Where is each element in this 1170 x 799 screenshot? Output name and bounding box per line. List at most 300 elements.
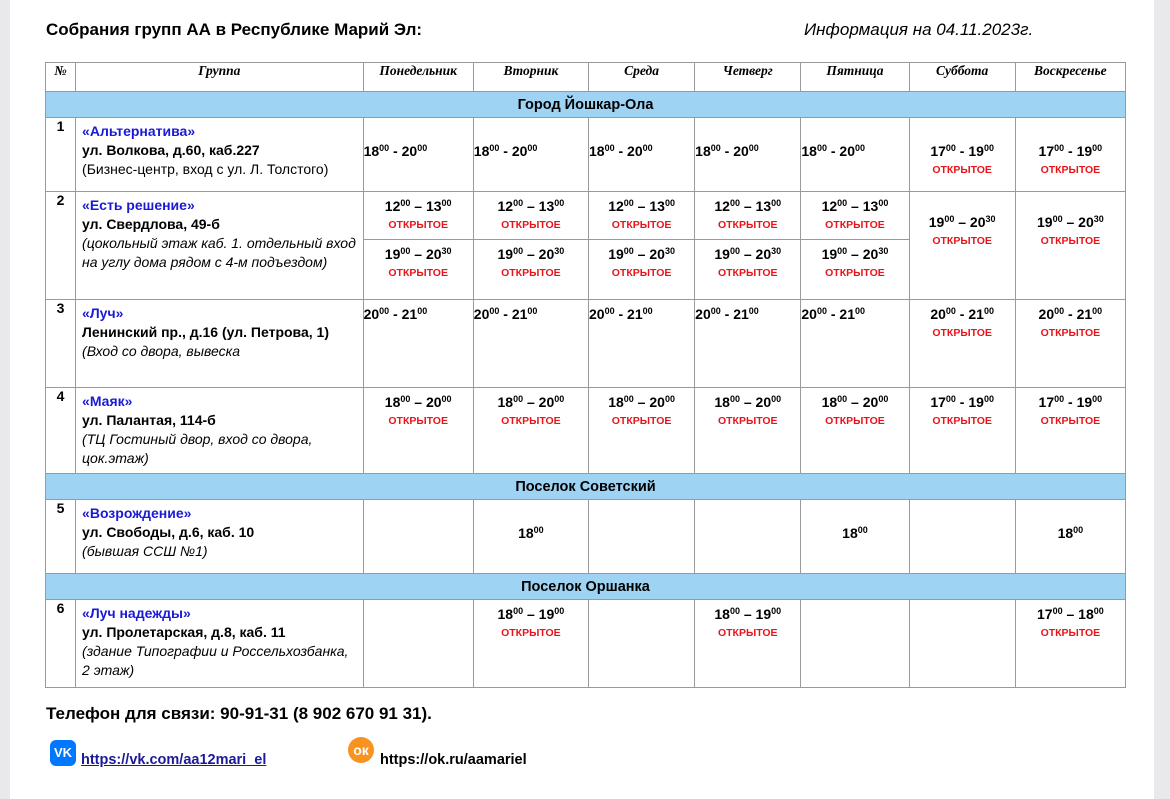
time-hour: 17 bbox=[1036, 606, 1053, 622]
time-hour: 18 bbox=[714, 606, 730, 622]
time-hour: 20 bbox=[649, 246, 665, 262]
time-minutes: 00 bbox=[816, 306, 827, 316]
time-minutes: 00 bbox=[604, 143, 615, 153]
time-hour: 20 bbox=[425, 246, 442, 262]
group-address: Ленинский пр., д.16 (ул. Петрова, 1) bbox=[82, 324, 329, 340]
group-note: (цокольный этаж каб. 1. отдельный вход на углу дома рядом с 4-м подъездом) bbox=[82, 235, 356, 270]
time-hour: 21 bbox=[401, 306, 418, 322]
row-number: 1 bbox=[46, 118, 76, 192]
meeting-time bbox=[498, 606, 565, 622]
time-minutes: 00 bbox=[417, 143, 428, 153]
col-header-thursday: Четверг bbox=[695, 63, 801, 92]
time-hour: 20 bbox=[401, 143, 418, 159]
time-cell bbox=[909, 118, 1015, 192]
row-number: 2 bbox=[46, 192, 76, 300]
contact-phone: Телефон для связи: 90-91-31 (8 902 670 91 31). bbox=[46, 704, 432, 723]
time-hour: 20 bbox=[695, 306, 711, 322]
meeting-time bbox=[1039, 143, 1103, 159]
meeting-time bbox=[930, 306, 994, 322]
time-cell bbox=[909, 388, 1015, 474]
table-row bbox=[46, 600, 1126, 688]
time-hour: 20 bbox=[538, 246, 555, 262]
time-separator: – bbox=[633, 198, 650, 214]
meeting-time bbox=[930, 394, 994, 410]
time-minutes: 00 bbox=[944, 214, 955, 224]
col-header-num: № bbox=[46, 63, 76, 92]
time-hour: 21 bbox=[968, 306, 984, 322]
group-name: «Луч» bbox=[82, 305, 124, 321]
empty-cell bbox=[588, 600, 694, 688]
time-cell bbox=[473, 500, 588, 574]
group-address: ул. Свободы, д.6, каб. 10 bbox=[82, 524, 255, 540]
time-cell bbox=[588, 300, 694, 388]
time-minutes: 00 bbox=[379, 143, 390, 153]
time-minutes: 00 bbox=[642, 143, 653, 153]
vk-link[interactable]: https://vk.com/aa12mari_el bbox=[81, 752, 267, 768]
time-minutes: 00 bbox=[623, 246, 634, 256]
time-cell bbox=[909, 300, 1015, 388]
vk-icon[interactable]: VK bbox=[50, 740, 76, 766]
group-cell bbox=[76, 118, 364, 192]
time-minutes: 00 bbox=[489, 306, 500, 316]
open-badge: ОТКРЫТОЕ bbox=[717, 627, 778, 639]
time-hour: 21 bbox=[1076, 306, 1093, 322]
meeting-time bbox=[364, 143, 428, 159]
time-hour: 18 bbox=[821, 394, 838, 410]
time-minutes: 00 bbox=[1092, 394, 1103, 404]
meeting-time bbox=[608, 394, 675, 410]
open-badge: ОТКРЫТОЕ bbox=[717, 267, 778, 279]
meeting-time bbox=[1037, 214, 1104, 230]
time-minutes: 00 bbox=[945, 143, 956, 153]
meeting-time bbox=[801, 306, 865, 322]
time-minutes: 00 bbox=[554, 394, 565, 404]
time-minutes: 00 bbox=[1093, 606, 1104, 616]
time-minutes: 00 bbox=[513, 246, 524, 256]
empty-cell bbox=[909, 500, 1015, 574]
time-hour: 18 bbox=[1078, 606, 1094, 622]
time-separator: - bbox=[826, 143, 840, 159]
time-minutes: 00 bbox=[878, 394, 889, 404]
time-separator: – bbox=[954, 214, 970, 230]
time-hour: 17 bbox=[930, 143, 946, 159]
empty-cell bbox=[909, 600, 1015, 688]
time-cell bbox=[588, 388, 694, 474]
time-hour: 18 bbox=[384, 394, 401, 410]
time-hour: 19 bbox=[384, 246, 401, 262]
time-cell bbox=[363, 300, 473, 388]
time-minutes: 00 bbox=[513, 394, 524, 404]
time-minutes: 00 bbox=[1054, 306, 1065, 316]
time-minutes: 00 bbox=[1052, 214, 1063, 224]
group-note: (Вход со двора, вывеска bbox=[82, 343, 241, 359]
time-cell bbox=[1015, 118, 1125, 192]
time-hour: 20 bbox=[538, 394, 555, 410]
col-header-tuesday: Вторник bbox=[473, 63, 588, 92]
time-minutes: 00 bbox=[1054, 143, 1065, 153]
time-minutes: 00 bbox=[945, 306, 956, 316]
group-cell bbox=[76, 192, 364, 300]
open-badge: ОТКРЫТОЕ bbox=[501, 267, 561, 279]
time-minutes: 00 bbox=[837, 198, 848, 208]
time-minutes: 00 bbox=[400, 198, 411, 208]
row-number: 3 bbox=[46, 300, 76, 388]
odnoklassniki-icon[interactable]: ок bbox=[348, 737, 374, 763]
section-row bbox=[46, 474, 1126, 500]
time-separator: - bbox=[389, 306, 402, 322]
open-badge: ОТКРЫТОЕ bbox=[932, 415, 992, 427]
group-name: «Луч надежды» bbox=[82, 605, 191, 621]
meeting-time bbox=[498, 198, 565, 214]
time-minutes: 00 bbox=[533, 525, 544, 535]
time-minutes: 00 bbox=[854, 306, 865, 316]
time-hour: 12 bbox=[821, 198, 838, 214]
time-hour: 19 bbox=[714, 246, 730, 262]
time-minutes: 00 bbox=[983, 394, 994, 404]
time-separator: - bbox=[720, 143, 734, 159]
col-header-group: Группа bbox=[76, 63, 364, 92]
time-cell bbox=[1015, 192, 1125, 300]
time-minutes: 30 bbox=[554, 246, 565, 256]
time-minutes: 00 bbox=[623, 394, 634, 404]
time-cell bbox=[801, 500, 909, 574]
open-badge: ОТКРЫТОЕ bbox=[932, 327, 992, 339]
table-row bbox=[46, 300, 1126, 388]
open-badge: ОТКРЫТОЕ bbox=[611, 267, 672, 279]
time-minutes: 00 bbox=[623, 198, 634, 208]
time-minutes: 00 bbox=[604, 306, 615, 316]
group-address: ул. Волкова, д.60, каб.227 bbox=[82, 142, 260, 158]
time-hour: 21 bbox=[839, 306, 855, 322]
time-separator: - bbox=[720, 306, 734, 322]
time-minutes: 00 bbox=[441, 198, 452, 208]
open-badge: ОТКРЫТОЕ bbox=[932, 164, 992, 176]
meeting-time bbox=[589, 143, 653, 159]
time-hour: 20 bbox=[425, 394, 442, 410]
time-separator: – bbox=[739, 606, 756, 622]
time-separator: – bbox=[410, 394, 426, 410]
time-minutes: 00 bbox=[513, 198, 524, 208]
section-orshanka: Поселок Оршанка bbox=[46, 574, 1126, 600]
open-badge: ОТКРЫТОЕ bbox=[1040, 327, 1101, 339]
time-minutes: 00 bbox=[513, 606, 524, 616]
meeting-time bbox=[695, 306, 759, 322]
time-minutes: 00 bbox=[489, 143, 500, 153]
time-hour: 12 bbox=[714, 198, 730, 214]
time-minutes: 00 bbox=[729, 246, 740, 256]
group-note: (бывшая ССШ №1) bbox=[82, 543, 208, 559]
time-hour: 20 bbox=[627, 143, 643, 159]
time-minutes: 00 bbox=[642, 306, 653, 316]
time-hour: 20 bbox=[511, 143, 528, 159]
time-hour: 18 bbox=[518, 525, 534, 541]
empty-cell bbox=[695, 500, 801, 574]
table-row bbox=[46, 388, 1126, 474]
time-separator: – bbox=[633, 246, 650, 262]
time-minutes: 00 bbox=[400, 394, 411, 404]
meeting-time bbox=[474, 306, 538, 322]
time-hour: 20 bbox=[733, 143, 749, 159]
meeting-time bbox=[385, 198, 452, 214]
empty-cell bbox=[363, 600, 473, 688]
time-cell bbox=[695, 300, 801, 388]
time-separator: – bbox=[523, 198, 539, 214]
time-minutes: 00 bbox=[837, 246, 848, 256]
time-separator: - bbox=[826, 306, 840, 322]
open-badge: ОТКРЫТОЕ bbox=[825, 415, 885, 427]
time-cell bbox=[588, 192, 694, 300]
time-cell bbox=[1015, 500, 1125, 574]
time-minutes: 30 bbox=[985, 214, 996, 224]
time-cell bbox=[473, 300, 588, 388]
time-minutes: 00 bbox=[1073, 525, 1084, 535]
time-cell bbox=[1015, 600, 1125, 688]
open-badge: ОТКРЫТОЕ bbox=[501, 627, 561, 639]
time-hour: 13 bbox=[425, 198, 442, 214]
time-minutes: 00 bbox=[1054, 394, 1065, 404]
time-hour: 13 bbox=[649, 198, 665, 214]
time-minutes: 00 bbox=[729, 198, 740, 208]
time-minutes: 00 bbox=[664, 198, 675, 208]
time-minutes: 00 bbox=[748, 306, 759, 316]
time-minutes: 00 bbox=[710, 306, 721, 316]
meeting-time bbox=[822, 246, 889, 262]
time-separator: – bbox=[847, 246, 863, 262]
time-minutes: 00 bbox=[441, 394, 452, 404]
time-hour: 19 bbox=[538, 606, 555, 622]
time-minutes: 00 bbox=[771, 198, 782, 208]
time-separator: – bbox=[739, 394, 756, 410]
time-minutes: 30 bbox=[441, 246, 452, 256]
open-badge: ОТКРЫТОЕ bbox=[1040, 235, 1101, 247]
time-minutes: 00 bbox=[400, 246, 411, 256]
col-header-saturday: Суббота bbox=[909, 63, 1015, 92]
time-hour: 13 bbox=[755, 198, 772, 214]
open-badge: ОТКРЫТОЕ bbox=[1040, 164, 1101, 176]
ok-link[interactable]: https://ok.ru/aamariel bbox=[380, 752, 527, 768]
time-separator: – bbox=[523, 606, 539, 622]
time-hour: 19 bbox=[1036, 214, 1053, 230]
time-cell bbox=[1015, 300, 1125, 388]
time-hour: 13 bbox=[538, 198, 555, 214]
time-hour: 19 bbox=[968, 143, 984, 159]
time-cell bbox=[363, 192, 473, 300]
time-hour: 17 bbox=[930, 394, 946, 410]
time-separator: – bbox=[633, 394, 650, 410]
meeting-time bbox=[474, 143, 538, 159]
time-hour: 18 bbox=[497, 394, 514, 410]
time-minutes: 00 bbox=[729, 606, 740, 616]
time-hour: 20 bbox=[1078, 214, 1094, 230]
time-hour: 21 bbox=[511, 306, 528, 322]
time-minutes: 00 bbox=[816, 143, 827, 153]
open-badge: ОТКРЫТОЕ bbox=[501, 415, 561, 427]
row-number: 5 bbox=[46, 500, 76, 574]
time-separator: - bbox=[1064, 306, 1077, 322]
time-hour: 18 bbox=[714, 394, 730, 410]
time-minutes: 30 bbox=[664, 246, 675, 256]
meeting-time bbox=[498, 246, 565, 262]
time-hour: 21 bbox=[733, 306, 749, 322]
time-minutes: 30 bbox=[878, 246, 889, 256]
table-row bbox=[46, 118, 1126, 192]
time-hour: 12 bbox=[497, 198, 514, 214]
time-hour: 20 bbox=[839, 143, 855, 159]
time-separator: – bbox=[523, 246, 539, 262]
time-cell bbox=[695, 600, 801, 688]
open-badge: ОТКРЫТОЕ bbox=[1040, 415, 1101, 427]
time-cell bbox=[801, 388, 909, 474]
group-cell bbox=[76, 300, 364, 388]
group-address: ул. Палантая, 114-б bbox=[82, 412, 216, 428]
open-badge: ОТКРЫТОЕ bbox=[501, 219, 561, 231]
group-cell bbox=[76, 388, 364, 474]
meeting-time bbox=[714, 246, 781, 262]
time-separator: – bbox=[739, 246, 756, 262]
schedule-table bbox=[45, 62, 1126, 688]
open-badge: ОТКРЫТОЕ bbox=[825, 267, 885, 279]
time-minutes: 00 bbox=[527, 143, 538, 153]
time-hour: 20 bbox=[862, 246, 879, 262]
time-minutes: 00 bbox=[854, 143, 865, 153]
group-name: «Возрождение» bbox=[82, 505, 192, 521]
time-cell bbox=[1015, 388, 1125, 474]
meeting-time bbox=[1039, 306, 1103, 322]
time-hour: 12 bbox=[608, 198, 624, 214]
table-row bbox=[46, 192, 1126, 300]
time-separator: - bbox=[1064, 394, 1077, 410]
time-hour: 20 bbox=[801, 306, 817, 322]
page-title: Собрания групп АА в Республике Марий Эл: bbox=[46, 20, 423, 39]
col-header-monday: Понедельник bbox=[363, 63, 473, 92]
time-minutes: 00 bbox=[710, 143, 721, 153]
time-hour: 19 bbox=[928, 214, 945, 230]
time-minutes: 00 bbox=[554, 606, 565, 616]
group-cell bbox=[76, 500, 364, 574]
time-minutes: 30 bbox=[771, 246, 782, 256]
meeting-time bbox=[822, 394, 889, 410]
meeting-time bbox=[1058, 525, 1084, 541]
section-row bbox=[46, 92, 1126, 118]
time-hour: 18 bbox=[842, 525, 858, 541]
time-minutes: 00 bbox=[554, 198, 565, 208]
time-separator: – bbox=[847, 394, 863, 410]
time-minutes: 00 bbox=[837, 394, 848, 404]
time-hour: 20 bbox=[862, 394, 879, 410]
row-number: 6 bbox=[46, 600, 76, 688]
meeting-time bbox=[364, 306, 428, 322]
time-minutes: 00 bbox=[748, 143, 759, 153]
empty-cell bbox=[588, 500, 694, 574]
time-hour: 17 bbox=[1038, 394, 1055, 410]
time-separator: - bbox=[955, 143, 969, 159]
time-minutes: 00 bbox=[1052, 606, 1063, 616]
time-hour: 19 bbox=[821, 246, 838, 262]
meeting-time bbox=[1039, 394, 1103, 410]
open-badge: ОТКРЫТОЕ bbox=[611, 415, 672, 427]
time-minutes: 00 bbox=[857, 525, 868, 535]
open-badge: ОТКРЫТОЕ bbox=[388, 415, 448, 427]
time-cell bbox=[588, 118, 694, 192]
time-hour: 13 bbox=[862, 198, 879, 214]
info-date: Информация на 04.11.2023г. bbox=[804, 20, 1034, 39]
meeting-time bbox=[385, 246, 452, 262]
open-badge: ОТКРЫТОЕ bbox=[388, 219, 448, 231]
time-cell bbox=[473, 118, 588, 192]
group-note: (ТЦ Гостиный двор, вход со двора, цок.этаж) bbox=[82, 431, 313, 466]
time-minutes: 00 bbox=[945, 394, 956, 404]
time-cell bbox=[695, 118, 801, 192]
meeting-time bbox=[608, 198, 675, 214]
time-cell bbox=[801, 300, 909, 388]
time-hour: 19 bbox=[1076, 143, 1093, 159]
time-hour: 19 bbox=[968, 394, 984, 410]
time-hour: 20 bbox=[930, 306, 946, 322]
time-minutes: 00 bbox=[379, 306, 390, 316]
table-row bbox=[46, 500, 1126, 574]
group-note: (здание Типографии и Россельхозбанка, 2 этаж) bbox=[82, 643, 349, 678]
col-header-wednesday: Среда bbox=[588, 63, 694, 92]
time-cell bbox=[473, 388, 588, 474]
section-row bbox=[46, 574, 1126, 600]
time-cell bbox=[363, 388, 473, 474]
time-hour: 19 bbox=[755, 606, 772, 622]
time-minutes: 00 bbox=[983, 306, 994, 316]
meeting-time bbox=[842, 525, 868, 541]
open-badge: ОТКРЫТОЕ bbox=[717, 415, 778, 427]
time-hour: 18 bbox=[473, 143, 490, 159]
meeting-time bbox=[714, 394, 781, 410]
group-note: (Бизнес-центр, вход с ул. Л. Толстого) bbox=[82, 161, 329, 177]
time-separator: – bbox=[410, 198, 426, 214]
time-minutes: 00 bbox=[664, 394, 675, 404]
time-minutes: 00 bbox=[1092, 143, 1103, 153]
time-separator: – bbox=[1062, 214, 1079, 230]
group-name: «Альтернатива» bbox=[82, 123, 196, 139]
time-hour: 18 bbox=[497, 606, 514, 622]
time-cell bbox=[473, 192, 588, 300]
time-minutes: 00 bbox=[729, 394, 740, 404]
time-hour: 20 bbox=[588, 306, 605, 322]
time-hour: 19 bbox=[497, 246, 514, 262]
time-separator: - bbox=[499, 306, 512, 322]
group-name: «Маяк» bbox=[82, 393, 133, 409]
time-hour: 20 bbox=[1038, 306, 1055, 322]
time-cell bbox=[801, 192, 909, 300]
meeting-time bbox=[801, 143, 865, 159]
row-number: 4 bbox=[46, 388, 76, 474]
time-hour: 20 bbox=[473, 306, 490, 322]
time-cell bbox=[695, 388, 801, 474]
group-cell bbox=[76, 600, 364, 688]
meeting-time bbox=[385, 394, 452, 410]
time-minutes: 00 bbox=[771, 394, 782, 404]
table-header-row bbox=[46, 63, 1126, 92]
empty-cell bbox=[363, 500, 473, 574]
time-minutes: 00 bbox=[983, 143, 994, 153]
time-separator: - bbox=[955, 306, 969, 322]
time-hour: 21 bbox=[627, 306, 643, 322]
time-hour: 18 bbox=[588, 143, 605, 159]
section-sovetsky: Поселок Советский bbox=[46, 474, 1126, 500]
time-minutes: 30 bbox=[1093, 214, 1104, 224]
time-hour: 18 bbox=[801, 143, 817, 159]
time-separator: – bbox=[847, 198, 863, 214]
time-cell bbox=[473, 600, 588, 688]
open-badge: ОТКРЫТОЕ bbox=[388, 267, 448, 279]
section-yoshkar-ola: Город Йошкар-Ола bbox=[46, 92, 1126, 118]
meeting-time bbox=[929, 214, 996, 230]
